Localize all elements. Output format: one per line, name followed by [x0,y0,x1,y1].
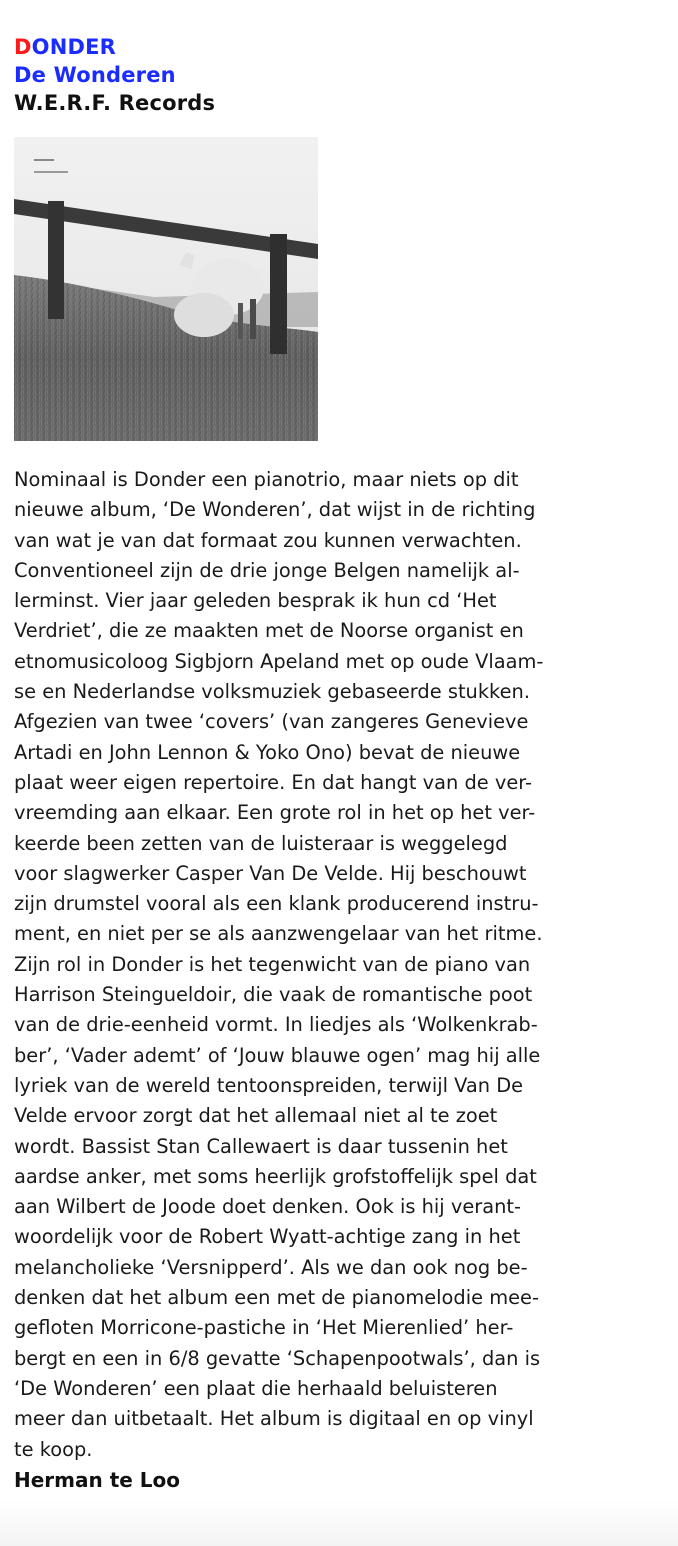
artist-name [14,33,654,61]
artist-initial: D [14,35,32,59]
review-line: ‘De Wonderen’ een plaat die herhaald beluisteren [14,1376,498,1400]
review-line: denken dat het album een met de pianomelodie mee- [14,1286,539,1310]
review-line: bergt en een in 6/8 gevatte ‘Schapenpootwals’, dan is [14,1346,541,1370]
review-line: nieuwe album, ‘De Wonderen’, dat wijst in de richting [14,498,536,522]
review-line: meer dan uitbetaalt. Het album is digitaal en op vinyl [14,1407,534,1431]
artist-name-rest: ONDER [31,35,117,59]
review-line: vreemding aan elkaar. Een grote rol in het op het ver- [14,801,536,825]
review-body [14,465,654,1465]
review-line: Conventioneel zijn de drie jonge Belgen namelijk al- [14,558,520,582]
album-title: De Wonderen [14,63,176,87]
review-line: Nominaal is Donder een pianotrio, maar niets op dit [14,468,519,491]
review-line: van de drie-eenheid vormt. In liedjes als ‘Wolkenkrab- [14,1013,538,1037]
review-line: Verdriet’, die ze maakten met de Noorse organist en [14,619,524,643]
review-line: plaat weer eigen repertoire. En dat hangt van de ver- [14,770,532,794]
review-line: lerminst. Vier jaar geleden besprak ik hun cd ‘Het [14,589,497,613]
album-review [14,33,654,1495]
review-line: woordelijk voor de Robert Wyatt-achtige zang in het [14,1225,521,1249]
review-line: Afgezien van twee ‘covers’ (van zangeres Genevieve [14,710,529,734]
album-cover-image [14,137,318,441]
review-line: van wat je van dat formaat zou kunnen verwachten. [14,528,522,552]
review-line: zijn drumstel vooral als een klank producerend instru- [14,892,539,916]
review-line: Artadi en John Lennon & Yoko Ono) bevat de nieuwe [14,740,521,764]
review-line: Zijn rol in Donder is het tegenwicht van de piano van [14,952,531,976]
review-line: voor slagwerker Casper Van De Velde. Hij beschouwt [14,861,527,885]
review-line: aan Wilbert de Joode doet denken. Ook is hij verant- [14,1195,521,1219]
review-author: Herman te Loo [14,1467,181,1492]
review-line: keerde been zetten van de luisteraar is weggelegd [14,831,508,855]
review-line: aardse anker, met soms heerlijk grofstoffelijk spel dat [14,1164,537,1188]
review-line: te koop. [14,1437,93,1461]
review-line: Velde ervoor zorgt dat het allemaal niet al te zoet [14,1104,498,1128]
review-line: Harrison Steingueldoir, die vaak de romantische poot [14,983,533,1007]
review-line: wordt. Bassist Stan Callewaert is daar tussenin het [14,1134,508,1158]
record-label: W.E.R.F. Records [14,91,216,115]
review-line: gefloten Morricone-pastiche in ‘Het Mierenlied’ her- [14,1316,514,1340]
review-line: melancholieke ‘Versnipperd’. Als we dan ook nog be- [14,1255,528,1279]
review-line: lyriek van de wereld tentoonspreiden, terwijl Van De [14,1073,524,1097]
review-line: ment, en niet per se als aanzwengelaar van het ritme. [14,922,543,946]
review-line: ber’, ‘Vader ademt’ of ‘Jouw blauwe ogen’ mag hij alle [14,1043,541,1067]
review-line: etnomusicoloog Sigbjorn Apeland met op oude Vlaam- [14,649,544,673]
review-line: se en Nederlandse volksmuziek gebaseerde stukken. [14,680,530,704]
